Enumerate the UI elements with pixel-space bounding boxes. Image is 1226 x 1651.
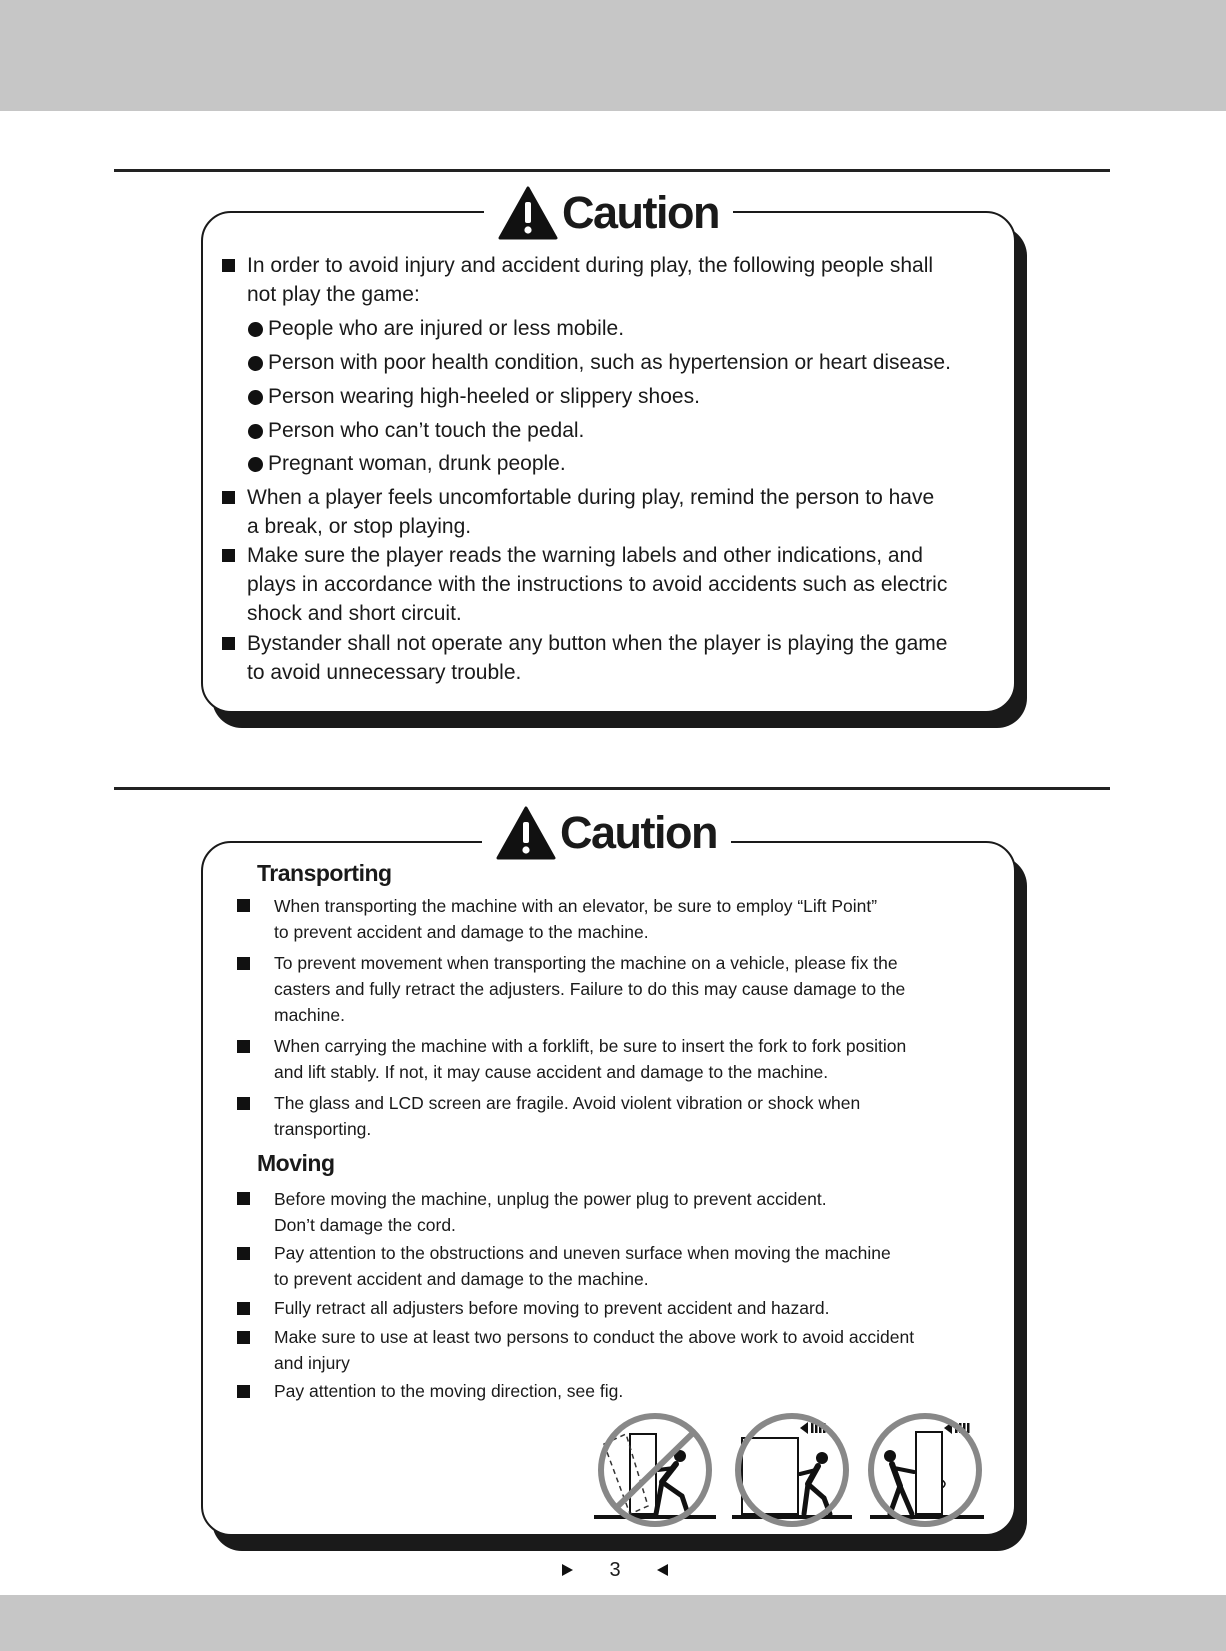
square-bullet: [237, 1040, 250, 1053]
caution-heading: [482, 806, 731, 860]
square-bullet: [222, 491, 235, 504]
round-bullet: [248, 390, 263, 405]
item-text: When carrying the machine with a forklift, be sure to insert the fork to fork position: [274, 1036, 907, 1056]
figure-push-side: [732, 1416, 852, 1524]
figure-pull: [870, 1416, 984, 1524]
item-text: The glass and LCD screen are fragile. Avoid violent vibration or shock when: [274, 1093, 861, 1113]
item-text: Make sure the player reads the warning labels and other indications, and: [247, 544, 923, 567]
item-text: and injury: [274, 1353, 350, 1373]
page-number: [560, 1556, 670, 1584]
item-text: shock and short circuit.: [247, 602, 462, 625]
subheading-transporting: Transporting: [257, 860, 392, 886]
section-rule: [114, 169, 1110, 172]
item-text: Bystander shall not operate any button when the player is playing the game: [247, 632, 948, 655]
square-bullet: [237, 1302, 250, 1315]
bottom-band: [0, 1595, 1226, 1651]
square-bullet: [222, 549, 235, 562]
arrow-left-icon: [656, 1563, 670, 1577]
item-text: plays in accordance with the instructions to avoid accidents such as electric: [247, 573, 948, 596]
caution-heading: [484, 186, 733, 240]
square-bullet: [222, 637, 235, 650]
bullet-text: Person wearing high-heeled or slippery shoes.: [268, 385, 700, 408]
warning-triangle-icon: [496, 806, 556, 860]
round-bullet: [248, 322, 263, 337]
caution-title: Caution: [560, 807, 717, 858]
bullet-text: Person who can’t touch the pedal.: [268, 419, 585, 442]
item-text: and lift stably. If not, it may cause accident and damage to the machine.: [274, 1062, 829, 1082]
item-text: transporting.: [274, 1119, 372, 1139]
square-bullet: [237, 1385, 250, 1398]
item-text: To prevent movement when transporting the machine on a vehicle, please fix the: [274, 953, 898, 973]
bullet-text: People who are injured or less mobile.: [268, 317, 625, 340]
page-number-text: 3: [609, 1558, 621, 1581]
section-rule: [114, 787, 1110, 790]
item-text: to prevent accident and damage to the machine.: [274, 922, 649, 942]
figure-prohibited-tipping: [594, 1416, 716, 1524]
caution-title: Caution: [562, 187, 719, 238]
bullet-text: Pregnant woman, drunk people.: [268, 452, 566, 475]
item-text: When a player feels uncomfortable during play, remind the person to have: [247, 486, 935, 509]
item-text: When transporting the machine with an elevator, be sure to employ “Lift Point”: [274, 896, 878, 916]
item-text: machine.: [274, 1005, 346, 1025]
square-bullet: [237, 1192, 250, 1205]
square-bullet: [237, 1247, 250, 1260]
item-text: Before moving the machine, unplug the power plug to prevent accident.: [274, 1189, 827, 1209]
item-text: Pay attention to the moving direction, see fig.: [274, 1381, 624, 1401]
item-text: Fully retract all adjusters before moving to prevent accident and hazard.: [274, 1298, 830, 1318]
item-text: In order to avoid injury and accident during play, the following people shall: [247, 254, 934, 277]
square-bullet: [237, 1097, 250, 1110]
item-text: Pay attention to the obstructions and uneven surface when moving the machine: [274, 1243, 891, 1263]
arrow-right-icon: [560, 1563, 574, 1577]
round-bullet: [248, 356, 263, 371]
item-text: to avoid unnecessary trouble.: [247, 661, 522, 684]
square-bullet: [222, 259, 235, 272]
item-text: casters and fully retract the adjusters. Failure to do this may cause damage to the: [274, 979, 906, 999]
moving-direction-figures: [590, 1410, 985, 1530]
top-band: [0, 0, 1226, 111]
item-text: Don’t damage the cord.: [274, 1215, 456, 1235]
item-text: to prevent accident and damage to the machine.: [274, 1269, 649, 1289]
square-bullet: [237, 957, 250, 970]
square-bullet: [237, 899, 250, 912]
item-text: not play the game:: [247, 283, 420, 306]
subheading-moving: Moving: [257, 1150, 335, 1176]
item-text: Make sure to use at least two persons to conduct the above work to avoid accident: [274, 1327, 915, 1347]
warning-triangle-icon: [498, 186, 558, 240]
item-text: a break, or stop playing.: [247, 515, 472, 538]
round-bullet: [248, 424, 263, 439]
bullet-text: Person with poor health condition, such as hypertension or heart disease.: [268, 351, 951, 374]
square-bullet: [237, 1331, 250, 1344]
round-bullet: [248, 457, 263, 472]
